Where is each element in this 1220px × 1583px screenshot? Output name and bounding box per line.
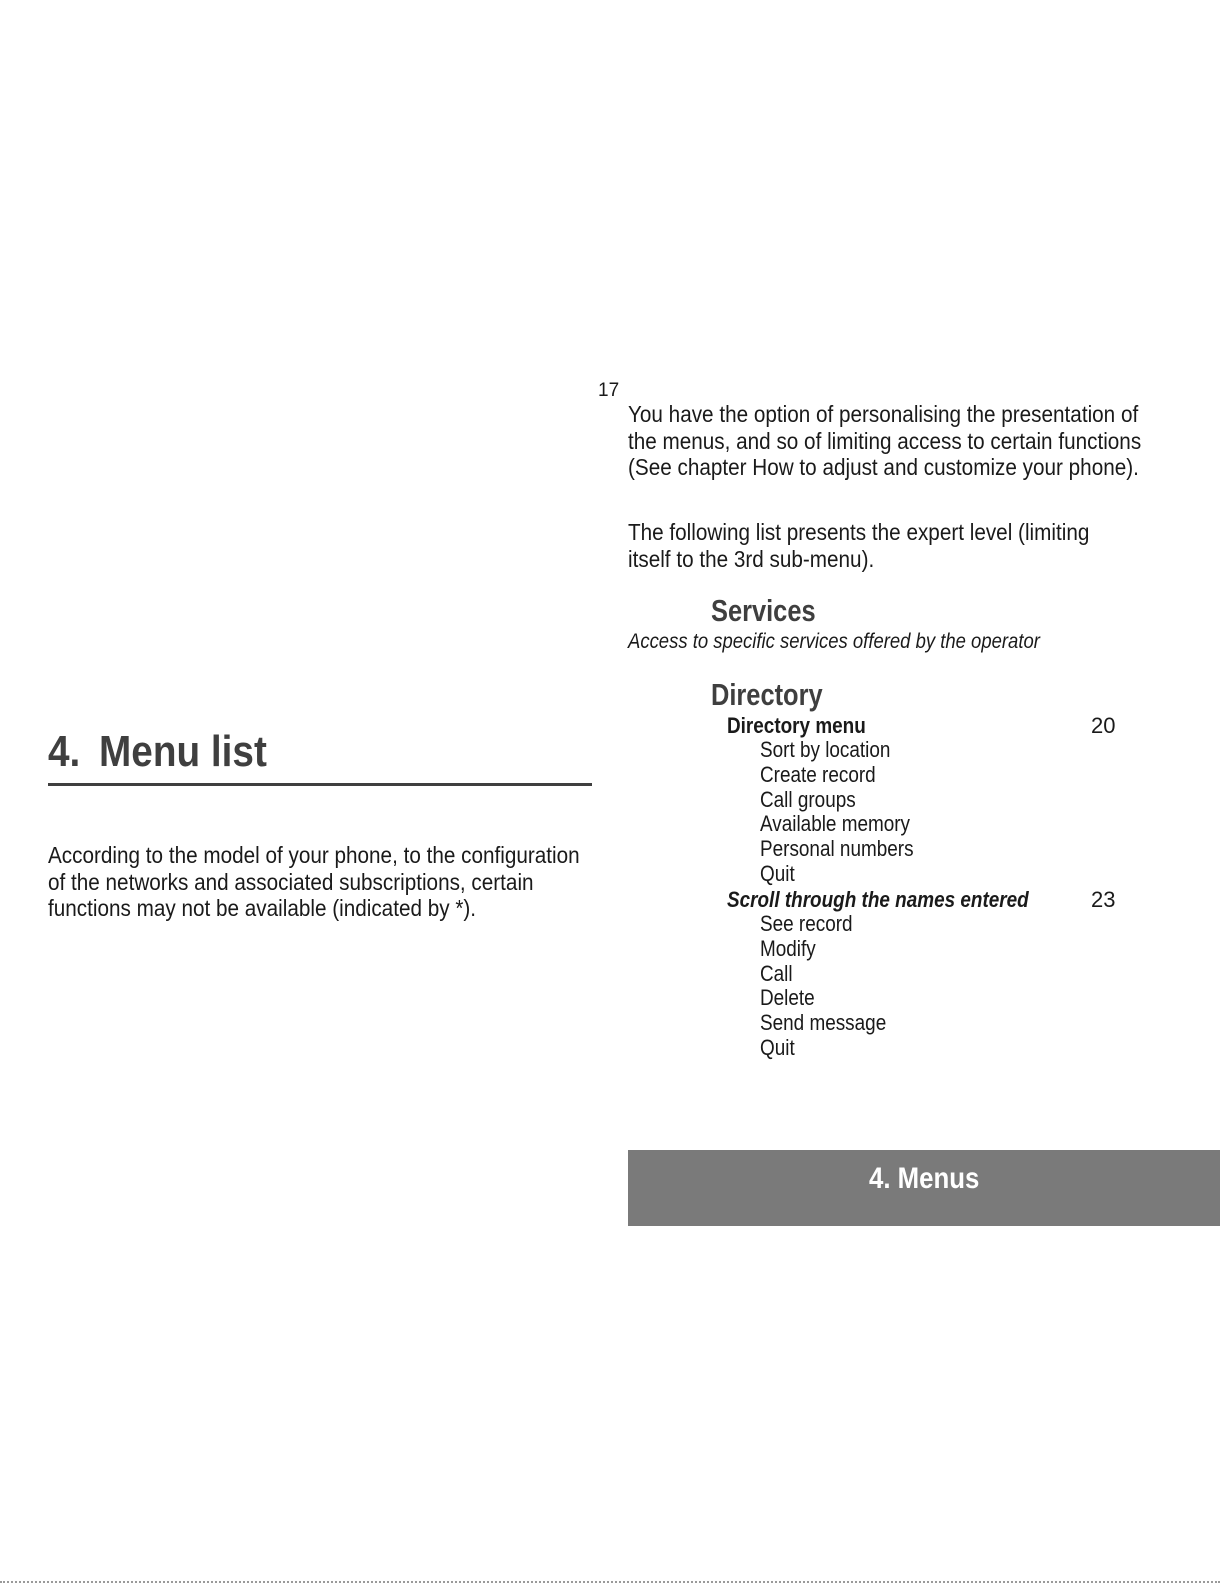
availability-note [48,842,608,922]
menu-item: Sort by location [760,737,891,762]
menu-group-page: 20 [1091,713,1116,738]
scroll-names-menu-group [727,887,1127,1061]
availability-note-text: According to the model of your phone, to the configuration of the networks and associated subscriptions, certain functions may not be available (indicated by *). [48,842,580,921]
menu-item: Quit [760,860,795,886]
services-heading-text: Services [711,593,816,628]
chapter-title: Menu list [99,727,267,776]
menu-group-header [727,887,1127,912]
menu-item: Delete [760,985,815,1011]
menu-group-label: Directory menu [727,713,866,738]
directory-menu-group [727,713,1127,887]
menu-item: Quit [760,1034,795,1060]
menu-group-header [727,713,1127,738]
menu-item: See record [760,911,853,936]
intro-paragraph-1-text: You have the option of personalising the presentation of the menus, and so of limiting access to certain functions (See chapter How to adjust and customize your phone). [628,401,1142,480]
menu-item: Personal numbers [760,836,914,862]
menu-group-label: Scroll through the names entered [727,887,1029,912]
chapter-number: 4. [48,727,81,776]
menu-item: Send message [760,1010,887,1036]
menu-item: Call groups [760,786,856,812]
chapter-footer-label [628,1150,1220,1208]
menu-item: Call [760,960,793,986]
menu-item-list [727,738,1127,887]
services-heading [711,593,839,629]
page-number: 17 [598,380,620,401]
intro-paragraph-2 [628,519,1188,572]
directory-heading-text: Directory [711,677,823,712]
menu-item: Available memory [760,811,911,837]
services-description [628,630,1096,654]
chapter-footer-text: 4. Menus [868,1162,980,1195]
intro-paragraph-2-text: The following list presents the expert level (limiting itself to the 3rd sub-menu). [628,519,1090,572]
menu-item-list [727,912,1127,1061]
heading-rule [48,783,592,786]
chapter-footer-tab [628,1150,1220,1226]
menu-item: Create record [760,761,876,787]
directory-heading [711,677,847,713]
intro-paragraph-1 [628,401,1188,481]
menu-group-page: 23 [1091,887,1116,912]
menu-item: Modify [760,935,816,961]
chapter-heading [48,727,592,777]
services-description-text: Access to specific services offered by the operator [628,630,1040,653]
